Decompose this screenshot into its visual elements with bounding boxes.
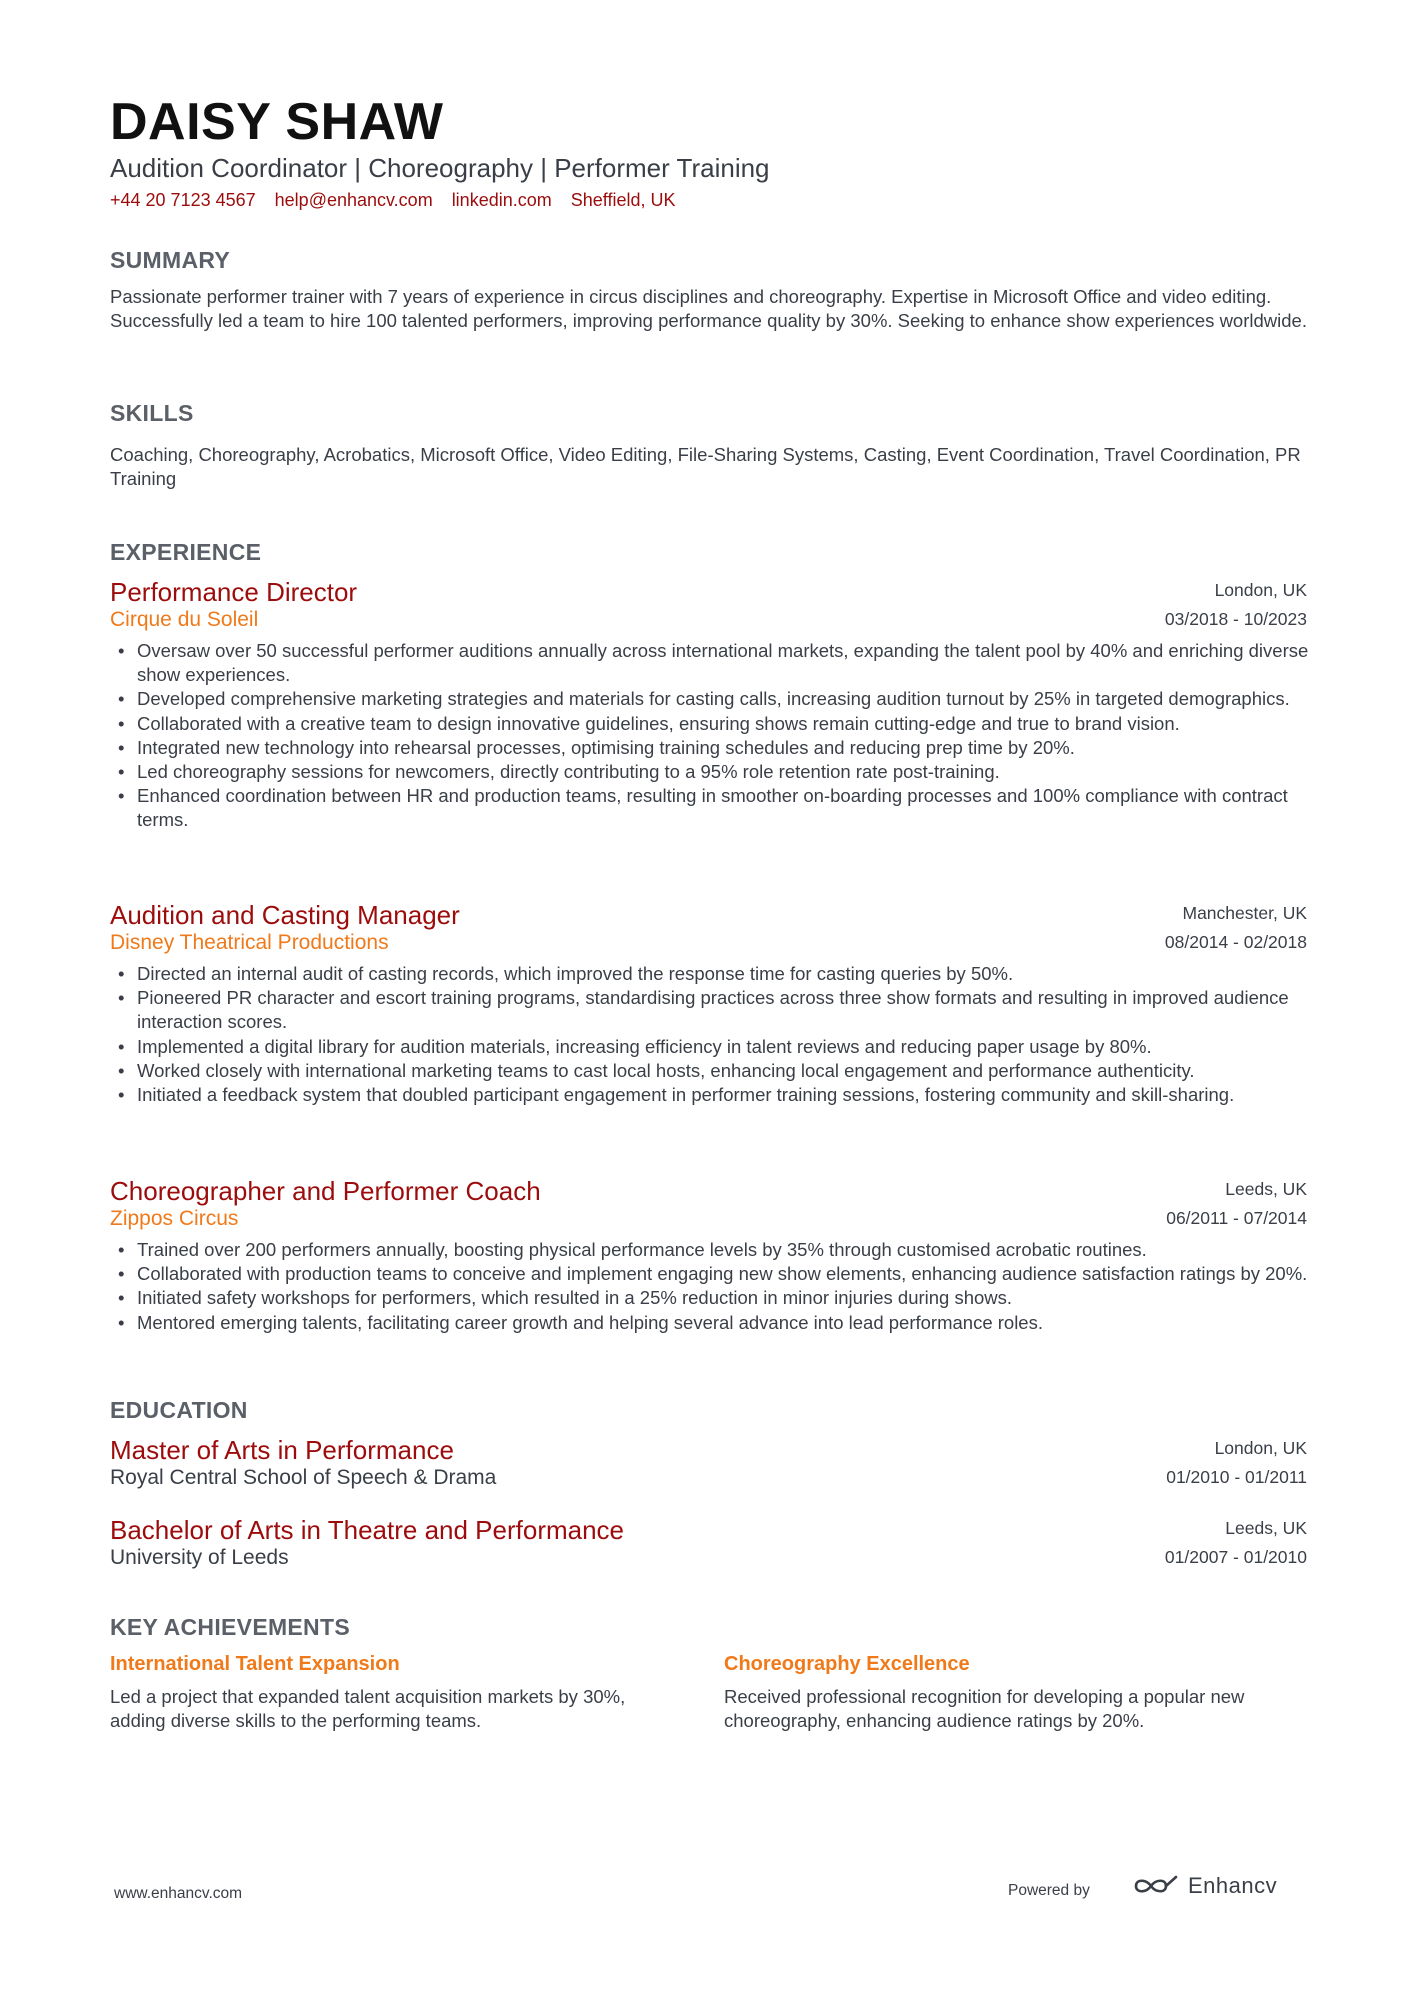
job-title: Audition and Casting Manager bbox=[110, 900, 460, 930]
job-company: Disney Theatrical Productions bbox=[110, 931, 389, 954]
footer-powered-by: Powered by bbox=[1008, 1882, 1090, 1899]
enhancv-logo[interactable] bbox=[1132, 1873, 1277, 1899]
education-school: Royal Central School of Speech & Drama bbox=[110, 1466, 497, 1489]
enhancv-infinity-icon bbox=[1132, 1873, 1180, 1899]
job-bullet: • Integrated new technology into rehearsal processes, optimising training schedules and reducing prep time by 20%. bbox=[110, 736, 1310, 760]
achievement-title: Choreography Excellence bbox=[724, 1653, 970, 1675]
job-dates: 08/2014 - 02/2018 bbox=[1164, 932, 1307, 952]
job-dates: 06/2011 - 07/2014 bbox=[1166, 1208, 1307, 1228]
achievement-text: Received professional recognition for developing a popular new choreography, enhancing audience ratings by 20%. bbox=[724, 1686, 1245, 1731]
skills-heading: SKILLS bbox=[110, 400, 194, 426]
job-title: Choreographer and Performer Coach bbox=[110, 1176, 541, 1206]
job-bullet: • Enhanced coordination between HR and production teams, resulting in smoother on-boarding processes and 100% compliance with contract terms. bbox=[110, 784, 1310, 832]
footer-url[interactable]: www.enhancv.com bbox=[114, 1885, 243, 1902]
job-location: London, UK bbox=[1214, 580, 1307, 600]
job-bullet: • Implemented a digital library for audition materials, increasing efficiency in talent reviews and reducing paper usage by 80%. bbox=[110, 1035, 1310, 1059]
job-bullets bbox=[110, 639, 1310, 833]
job-bullets bbox=[110, 962, 1310, 1107]
summary-text: Passionate performer trainer with 7 years of experience in circus disciplines and choreography. Expertise in Microsoft Office and video editing. Successfully led a team to hire 100 talented performers, improving performance quality by 30%. Seeking to enhance show experiences worldwide. bbox=[110, 286, 1307, 331]
job-bullet: • Mentored emerging talents, facilitating career growth and helping several advance into lead performance roles. bbox=[110, 1311, 1310, 1335]
resume-page bbox=[110, 0, 1307, 1995]
education-location: Leeds, UK bbox=[1225, 1518, 1307, 1538]
achievement-text: Led a project that expanded talent acquisition markets by 30%, adding diverse skills to the performing teams. bbox=[110, 1686, 626, 1731]
job-bullet: • Developed comprehensive marketing strategies and materials for casting calls, increasing audition turnout by 25% in targeted demographics. bbox=[110, 687, 1310, 711]
job-location: Manchester, UK bbox=[1182, 903, 1307, 923]
job-bullet: • Directed an internal audit of casting records, which improved the response time for casting queries by 50%. bbox=[110, 962, 1310, 986]
contact-location: Sheffield, UK bbox=[570, 190, 676, 210]
candidate-name: DAISY SHAW bbox=[110, 93, 444, 151]
education-location: London, UK bbox=[1214, 1438, 1307, 1458]
job-bullet: • Pioneered PR character and escort training programs, standardising practices across three show formats and resulting in improved audience interaction scores. bbox=[110, 986, 1310, 1034]
job-dates: 03/2018 - 10/2023 bbox=[1164, 609, 1307, 629]
job-bullet: • Initiated a feedback system that doubled participant engagement in performer training sessions, fostering community and skill-sharing. bbox=[110, 1083, 1310, 1107]
education-school: University of Leeds bbox=[110, 1546, 289, 1569]
job-bullet: • Collaborated with a creative team to design innovative guidelines, ensuring shows remain cutting-edge and true to brand vision. bbox=[110, 712, 1310, 736]
job-bullet: • Trained over 200 performers annually, boosting physical performance levels by 35% through customised acrobatic routines. bbox=[110, 1238, 1310, 1262]
job-company: Cirque du Soleil bbox=[110, 608, 259, 631]
job-bullet: • Led choreography sessions for newcomers, directly contributing to a 95% role retention rate post-training. bbox=[110, 760, 1310, 784]
job-bullet: • Worked closely with international marketing teams to cast local hosts, enhancing local engagement and performance authenticity. bbox=[110, 1059, 1310, 1083]
job-bullet: • Collaborated with production teams to conceive and implement engaging new show elements, enhancing audience satisfaction ratings by 20%. bbox=[110, 1262, 1310, 1286]
contact-email[interactable]: help@enhancv.com bbox=[274, 190, 433, 210]
contact-info bbox=[110, 190, 675, 211]
job-bullets bbox=[110, 1238, 1310, 1335]
job-title: Performance Director bbox=[110, 577, 358, 607]
achievement-title: International Talent Expansion bbox=[110, 1653, 400, 1675]
job-bullet: • Oversaw over 50 successful performer auditions annually across international markets, expanding the talent pool by 40% and enriching diverse show experiences. bbox=[110, 639, 1310, 687]
education-degree: Master of Arts in Performance bbox=[110, 1435, 454, 1465]
job-location: Leeds, UK bbox=[1225, 1179, 1307, 1199]
contact-phone[interactable]: +44 20 7123 4567 bbox=[110, 190, 256, 210]
contact-linkedin[interactable]: linkedin.com bbox=[451, 190, 552, 210]
skills-text: Coaching, Choreography, Acrobatics, Microsoft Office, Video Editing, File-Sharing Systems, Casting, Event Coordination, Travel Coordination, PR Training bbox=[110, 444, 1301, 489]
summary-heading: SUMMARY bbox=[110, 247, 231, 273]
job-company: Zippos Circus bbox=[110, 1207, 239, 1230]
candidate-headline: Audition Coordinator | Choreography | Performer Training bbox=[110, 153, 770, 183]
education-heading: EDUCATION bbox=[110, 1397, 248, 1423]
education-degree: Bachelor of Arts in Theatre and Performance bbox=[110, 1515, 625, 1545]
education-dates: 01/2010 - 01/2011 bbox=[1166, 1467, 1307, 1487]
experience-heading: EXPERIENCE bbox=[110, 539, 262, 565]
achievements-heading: KEY ACHIEVEMENTS bbox=[110, 1614, 350, 1640]
enhancv-logo-text: Enhancv bbox=[1188, 1873, 1278, 1898]
education-dates: 01/2007 - 01/2010 bbox=[1164, 1547, 1307, 1567]
job-bullet: • Initiated safety workshops for performers, which resulted in a 25% reduction in minor injuries during shows. bbox=[110, 1286, 1310, 1310]
